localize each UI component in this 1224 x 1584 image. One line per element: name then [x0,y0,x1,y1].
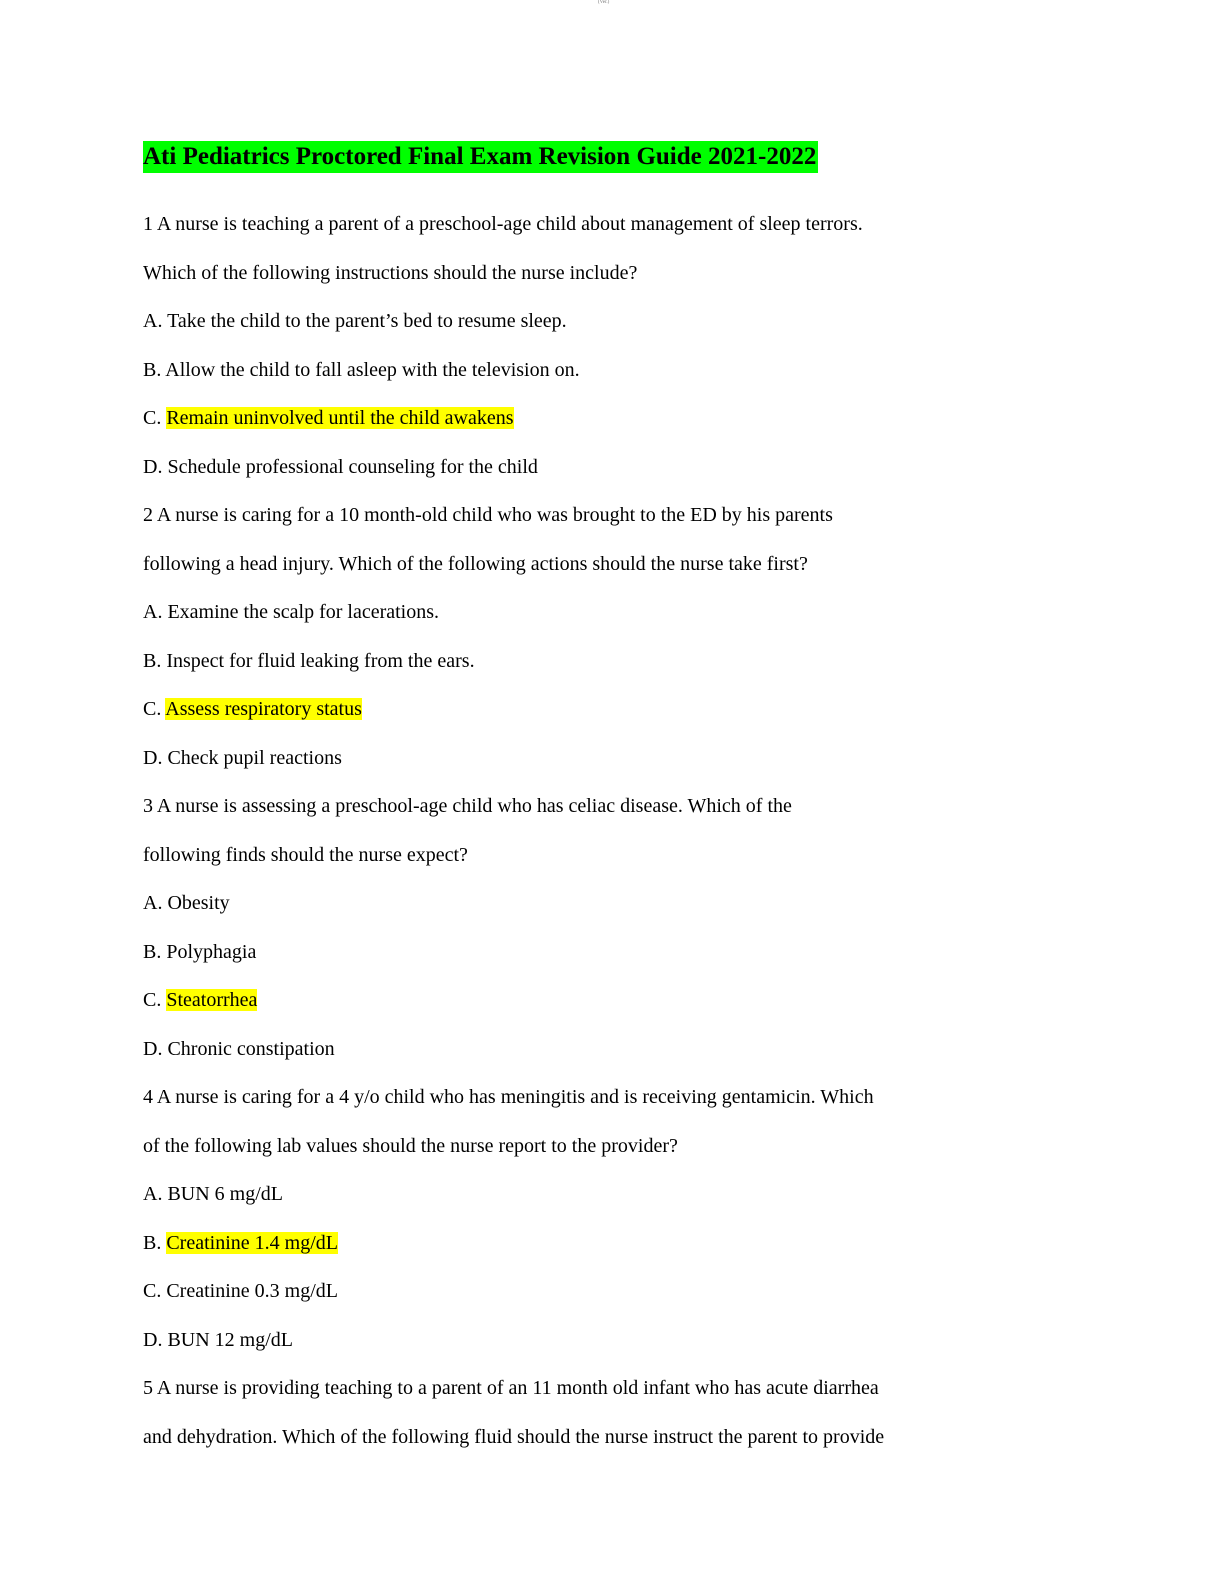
answer-option-correct [143,978,973,1027]
option-letter: B. [143,940,167,963]
option-text: Allow the child to fall asleep with the television on. [165,358,580,381]
option-letter: D. [143,1328,168,1351]
option-letter: C. [143,698,166,720]
option-letter: B. [143,649,167,672]
highlighted-answer: Assess respiratory status [165,698,362,720]
question-1 [143,202,973,493]
option-letter: A. [143,601,168,623]
question-list [143,202,973,1463]
answer-option [143,1269,973,1318]
document-title-block [143,141,818,173]
option-text: Chronic constipation [167,1037,335,1060]
document-title: Ati Pediatrics Proctored Final Exam Revision Guide 2021-2022 [143,141,818,173]
question-stem-line: following a head injury. Which of the following actions should the nurse take first? [143,552,808,575]
answer-option [143,1318,973,1367]
option-letter: B. [143,1231,167,1254]
option-text: Take the child to the parent’s bed to resume sleep. [167,310,567,332]
option-text: Obesity [167,892,230,914]
option-letter: D. [143,455,168,478]
answer-option [143,736,973,785]
answer-option [143,1027,973,1076]
page-header-mark: (Ver.) [598,0,610,5]
question-2 [143,493,973,784]
question-stem-line: and dehydration. Which of the following fluid should the nurse instruct the parent to provide [143,1425,885,1448]
answer-option [143,299,973,348]
option-text: Examine the scalp for lacerations. [167,601,440,623]
option-text: Creatinine 0.3 mg/dL [166,1280,338,1302]
answer-option [143,930,973,979]
option-text: BUN 12 mg/dL [167,1328,294,1351]
option-letter: D. [143,1037,168,1060]
option-letter: D. [143,746,168,769]
highlighted-answer: Remain uninvolved until the child awakens [166,407,514,429]
option-text: BUN 6 mg/dL [167,1183,284,1205]
option-letter: B. [143,358,166,381]
answer-option-correct [143,687,973,736]
question-5 [143,1366,973,1463]
question-3 [143,784,973,1075]
option-text: Check pupil reactions [167,746,342,769]
option-text: Inspect for fluid leaking from the ears. [166,649,475,672]
highlighted-answer: Steatorrhea [166,989,258,1011]
question-stem-line: Which of the following instructions should the nurse include? [143,261,638,284]
question-stem-line: 2 A nurse is caring for a 10 month-old child who was brought to the ED by his parents [143,504,833,526]
answer-option-correct [143,1221,973,1270]
option-letter: C. [143,989,167,1011]
question-4 [143,1075,973,1366]
question-stem-line: 5 A nurse is providing teaching to a parent of an 11 month old infant who has acute diarrhea [143,1377,879,1399]
answer-option [143,881,973,930]
highlighted-answer: Creatinine 1.4 mg/dL [166,1231,338,1254]
option-letter: A. [143,892,168,914]
question-stem-line: 3 A nurse is assessing a preschool-age child who has celiac disease. Which of the [143,795,792,817]
answer-option [143,590,973,639]
option-text: Polyphagia [166,940,257,963]
question-stem-line: 1 A nurse is teaching a parent of a preschool-age child about management of sleep terrors. [143,213,863,235]
answer-option-correct [143,396,973,445]
option-text: Schedule professional counseling for the child [167,455,538,478]
answer-option [143,1172,973,1221]
question-stem-line: of the following lab values should the nurse report to the provider? [143,1134,678,1157]
answer-option [143,445,973,494]
answer-option [143,639,973,688]
question-stem-line: following finds should the nurse expect? [143,843,468,866]
option-letter: A. [143,1183,168,1205]
option-letter: C. [143,407,167,429]
option-letter: A. [143,310,168,332]
option-letter: C. [143,1280,167,1302]
question-stem-line: 4 A nurse is caring for a 4 y/o child who has meningitis and is receiving gentamicin. Which [143,1086,874,1108]
answer-option [143,348,973,397]
